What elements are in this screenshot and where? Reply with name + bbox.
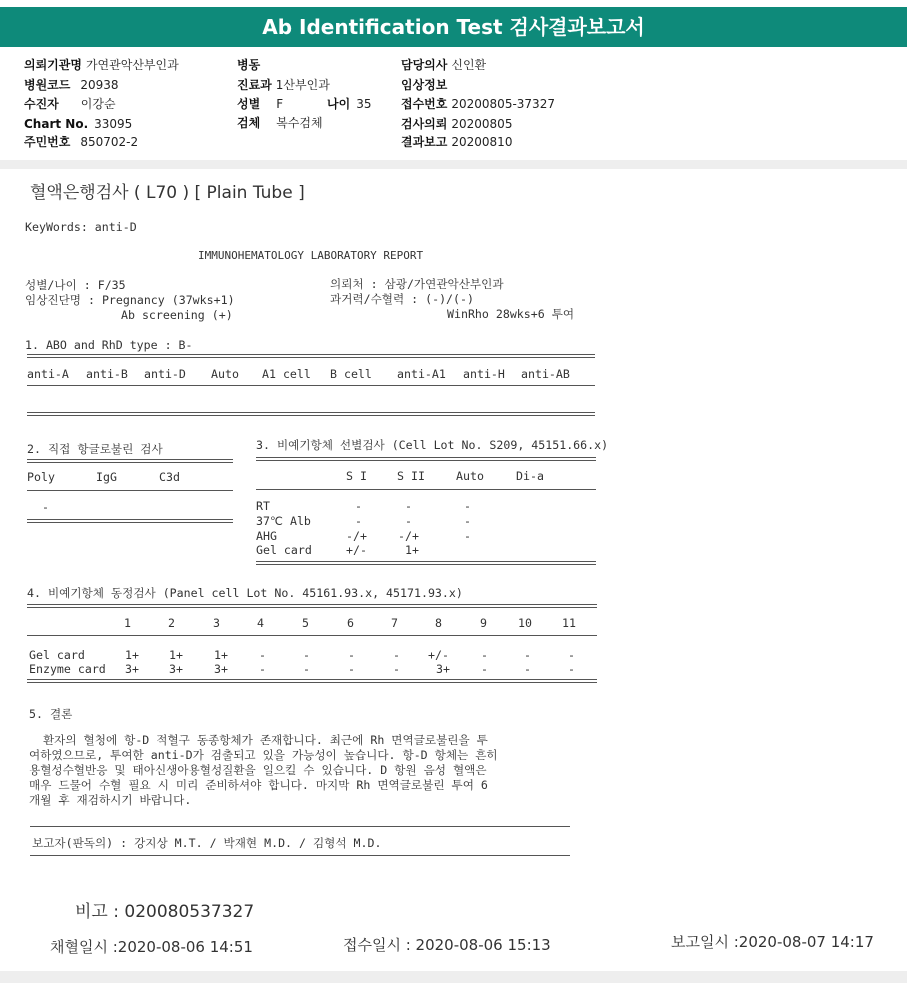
sec4-row-label: Gel card: [29, 648, 85, 662]
rule: [27, 385, 595, 386]
winrho: WinRho 28wks+6 투여: [447, 307, 575, 321]
value: 1산부인과: [275, 78, 330, 92]
sec1-header-3: Auto: [211, 367, 239, 381]
label: 임상정보: [401, 78, 448, 92]
sec1-header-7: anti-H: [463, 367, 505, 381]
sec4-cell: 3+: [169, 662, 183, 676]
report-title-bar: Ab Identification Test 검사결과보고서: [0, 7, 907, 47]
sec4-cell: -: [303, 648, 310, 662]
sec4-header: 2: [168, 616, 175, 630]
label: 검체: [237, 116, 261, 130]
value: 신인환: [451, 58, 487, 72]
sec4-cell: -: [568, 662, 575, 676]
label: Chart No.: [24, 117, 89, 131]
bottom-bar: [0, 971, 907, 983]
sec4-cell: -: [393, 648, 400, 662]
sec4-cell: -: [568, 648, 575, 662]
sec4-header: 5: [302, 616, 309, 630]
rule: [256, 489, 596, 490]
sec3-cell: -/+: [398, 529, 419, 543]
label: 의뢰기관명: [24, 58, 82, 72]
collection-datetime: 채혈일시 :2020-08-06 14:51: [50, 938, 253, 956]
sec4-cell: 1+: [214, 648, 228, 662]
diagnosis: 임상진단명 : Pregnancy (37wks+1): [25, 293, 235, 307]
rule: [27, 604, 597, 608]
sec2-header-2: C3d: [159, 470, 180, 484]
sec4-cell: 3+: [214, 662, 228, 676]
sec4-title: 4. 비예기항체 동정검사 (Panel cell Lot No. 45161.93.x, 45171.93.x): [27, 586, 463, 600]
sec4-header: 8: [435, 616, 442, 630]
sec4-cell: -: [348, 648, 355, 662]
label: 접수번호: [401, 97, 448, 111]
rule: [30, 855, 570, 856]
receipt-datetime: 접수일시 : 2020-08-06 15:13: [343, 936, 551, 954]
sec4-cell: 1+: [125, 648, 139, 662]
sec3-cell: -: [464, 499, 471, 513]
sec4-cell: -: [524, 662, 531, 676]
sec4-header: 9: [480, 616, 487, 630]
note: 비고 : 020080537327: [75, 902, 255, 922]
value: F: [276, 97, 284, 111]
conclusion-line: 환자의 혈청에 항-D 적혈구 동종항체가 존재합니다. 최근에 Rh 면역글로불린을 투: [29, 733, 488, 747]
label: 성별: [237, 97, 261, 111]
rule: [27, 679, 597, 683]
keywords: KeyWords: anti-D: [25, 220, 137, 234]
requester: 의뢰처 : 삼광/가연관악산부인과: [330, 277, 504, 291]
sec4-header: 11: [562, 616, 576, 630]
report-section-title: 혈액은행검사 ( L70 ) [ Plain Tube ]: [30, 183, 305, 203]
value: 가연관악산부인과: [85, 58, 179, 72]
label: 나이: [327, 97, 351, 111]
value: 복수검체: [276, 116, 323, 130]
sec2-header-1: IgG: [96, 470, 117, 484]
value: 35: [356, 97, 372, 111]
sec4-cell: -: [259, 648, 266, 662]
sec3-cell: -: [355, 514, 362, 528]
report-datetime: 보고일시 :2020-08-07 14:17: [671, 933, 874, 951]
sec3-row-label: Gel card: [256, 543, 312, 557]
sec1-header-6: anti-A1: [397, 367, 446, 381]
sec2-header-0: Poly: [27, 470, 55, 484]
sec1-header-4: A1 cell: [262, 367, 311, 381]
sec3-cell: -: [464, 529, 471, 543]
rule: [256, 457, 596, 461]
sec3-cell: -/+: [346, 529, 367, 543]
diagnosis-sub: Ab screening (+): [121, 308, 233, 322]
rule: [27, 459, 233, 463]
sec4-cell: -: [303, 662, 310, 676]
sec3-cell: -: [355, 499, 362, 513]
sec4-cell: 3+: [125, 662, 139, 676]
sec3-cell: -: [464, 514, 471, 528]
label: 검사의뢰: [401, 117, 448, 131]
rule: [27, 412, 595, 416]
label: 주민번호: [24, 135, 71, 149]
sec3-header-0: S I: [346, 469, 367, 483]
rule: [27, 635, 597, 636]
sec3-cell: +/-: [346, 543, 367, 557]
sec1-header-2: anti-D: [144, 367, 186, 381]
conclusion-line: 개월 후 재검하시기 바랍니다.: [29, 793, 192, 807]
conclusion-line: 용혈성수혈반응 및 태아신생아용혈성질환을 일으킬 수 있습니다. D 항원 음성 혈액은: [29, 763, 487, 777]
value: 이강순: [80, 97, 116, 111]
sec3-cell: 1+: [405, 543, 419, 557]
sex-age: 성별/나이 : F/35: [25, 278, 126, 292]
sec2-title: 2. 직접 항글로불린 검사: [27, 442, 163, 456]
label: 담당의사: [401, 58, 448, 72]
sec3-header-2: Auto: [456, 469, 484, 483]
rule: [30, 826, 570, 827]
sec4-cell: -: [481, 648, 488, 662]
conclusion-line: 매우 드물어 수혈 필요 시 미리 준비하셔야 합니다. 마지막 Rh 면역글로불린 투여 6: [29, 778, 488, 792]
sec4-cell: -: [524, 648, 531, 662]
rule: [27, 354, 595, 358]
label: 병원코드: [24, 78, 71, 92]
sec4-row-label: Enzyme card: [29, 662, 106, 676]
reporter: 보고자(판독의) : 강지상 M.T. / 박재현 M.D. / 김형석 M.D.: [32, 836, 382, 850]
sec4-cell: -: [481, 662, 488, 676]
sec3-row-label: AHG: [256, 529, 277, 543]
rule: [256, 561, 596, 565]
sec1-header-1: anti-B: [86, 367, 128, 381]
value: 20200805: [451, 117, 513, 131]
sec4-header: 7: [391, 616, 398, 630]
sec3-row-label: RT: [256, 499, 270, 513]
sec4-cell: -: [348, 662, 355, 676]
sec4-header: 1: [124, 616, 131, 630]
sec4-header: 3: [213, 616, 220, 630]
history: 과거력/수혈력 : (-)/(-): [330, 292, 474, 306]
sec3-header-3: Di-a: [516, 469, 544, 483]
sec1-header-8: anti-AB: [521, 367, 570, 381]
lab-title: IMMUNOHEMATOLOGY LABORATORY REPORT: [198, 249, 424, 262]
value: 20200810: [451, 135, 513, 149]
sec3-title: 3. 비예기항체 선별검사 (Cell Lot No. S209, 45151.66.x): [256, 438, 609, 452]
label: 진료과: [237, 78, 272, 92]
sec1-title: 1. ABO and RhD type : B-: [25, 338, 193, 352]
rule: [27, 519, 233, 523]
value: 850702-2: [80, 135, 139, 149]
sec4-cell: -: [393, 662, 400, 676]
sec3-header-1: S II: [397, 469, 425, 483]
sec4-header: 6: [347, 616, 354, 630]
sec1-header-0: anti-A: [27, 367, 69, 381]
rule: [27, 490, 233, 491]
label: 수진자: [24, 97, 59, 111]
sec3-row-label: 37℃ Alb: [256, 514, 311, 528]
value: 20200805-37327: [451, 97, 555, 111]
conclusion-line: 여하였으므로, 투여한 anti-D가 검출되고 있을 가능성이 높습니다. 항-D 항체는 흔히: [29, 748, 498, 762]
label: 병동: [237, 58, 261, 72]
sec1-header-5: B cell: [330, 367, 372, 381]
value: 33095: [94, 117, 133, 131]
sec3-cell: -: [405, 499, 412, 513]
sec2-value: -: [42, 500, 49, 514]
sec4-cell: +/-: [428, 648, 449, 662]
sec4-header: 4: [257, 616, 264, 630]
sec4-cell: 1+: [169, 648, 183, 662]
sec4-cell: 3+: [436, 662, 450, 676]
value: 20938: [80, 78, 119, 92]
sec4-header: 10: [518, 616, 532, 630]
sec5-title: 5. 결론: [29, 707, 73, 721]
sec3-cell: -: [405, 514, 412, 528]
sec4-cell: -: [259, 662, 266, 676]
label: 결과보고: [401, 135, 448, 149]
